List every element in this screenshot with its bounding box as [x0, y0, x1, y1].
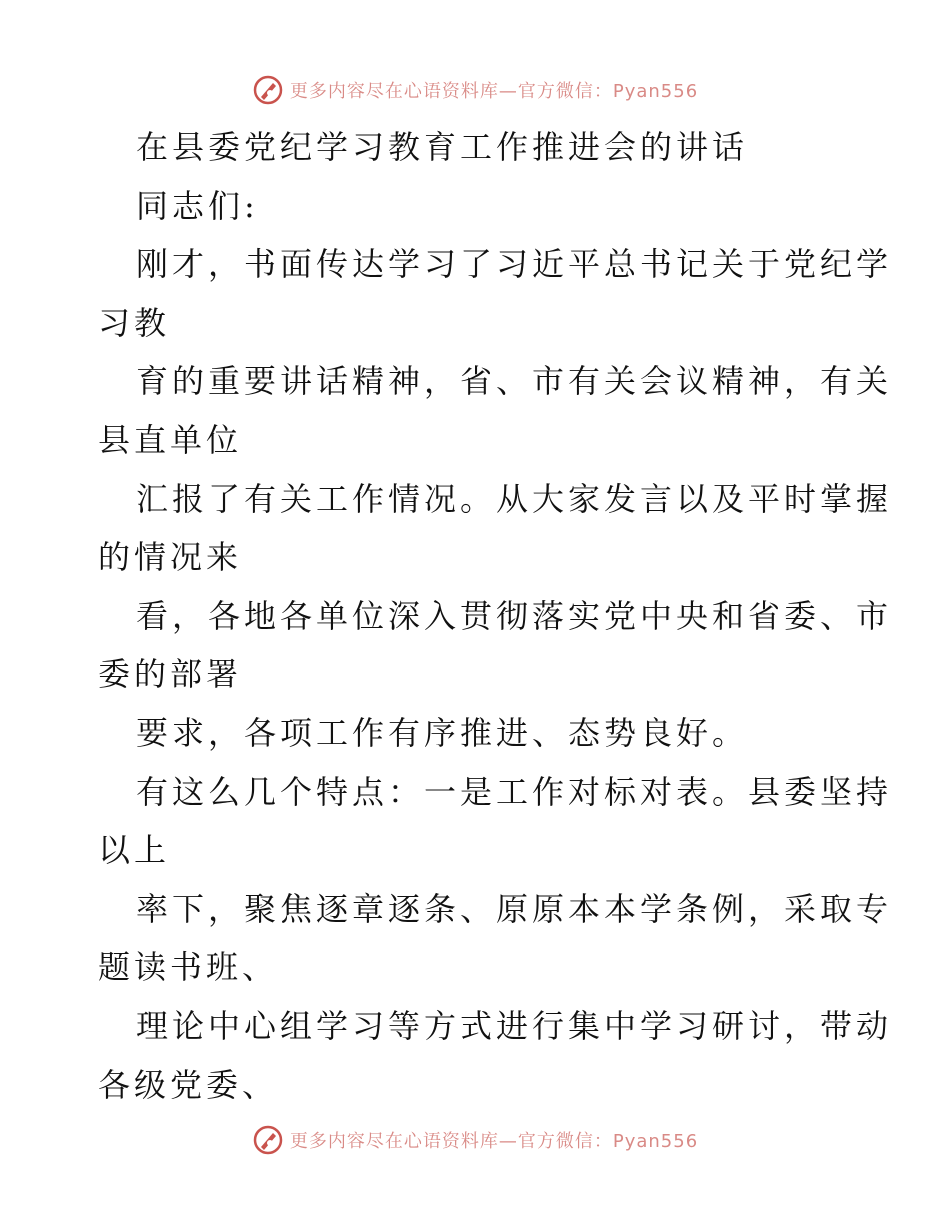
document-body: [98, 118, 893, 1114]
pen-logo-icon: [252, 1124, 284, 1156]
watermark-footer: [0, 1120, 950, 1160]
text-line: 以上: [98, 831, 171, 870]
salutation: 同志们:: [136, 186, 259, 225]
text-line: 的情况来: [98, 538, 243, 577]
text-line: 刚才，书面传达学习了习近平总书记关于党纪学: [136, 245, 893, 284]
text-line: 看，各地各单位深入贯彻落实党中央和省委、市: [136, 596, 893, 635]
pen-logo-icon: [252, 74, 284, 106]
text-line: 习教: [98, 303, 171, 342]
text-line: 要求，各项工作有序推进、态势良好。: [136, 713, 749, 752]
watermark-text: 更多内容尽在心语资料库—官方微信：Pyan556: [289, 81, 699, 102]
text-line: 汇报了有关工作情况。从大家发言以及平时掌握: [136, 479, 893, 518]
text-line: 育的重要讲话精神，省、市有关会议精神，有关: [136, 362, 893, 401]
watermark-header: [0, 70, 950, 110]
document-title: 在县委党纪学习教育工作推进会的讲话: [136, 128, 749, 166]
text-line: 各级党委、: [98, 1065, 279, 1104]
watermark-text: 更多内容尽在心语资料库—官方微信：Pyan556: [289, 1131, 699, 1152]
text-line: 县直单位: [98, 420, 243, 459]
text-line: 题读书班、: [98, 948, 279, 987]
text-line: 率下，聚焦逐章逐条、原原本本学条例，采取专: [136, 889, 893, 928]
text-line: 有这么几个特点：一是工作对标对表。县委坚持: [136, 772, 893, 811]
text-line: 理论中心组学习等方式进行集中学习研讨，带动: [136, 1006, 893, 1045]
text-line: 委的部署: [98, 655, 243, 694]
